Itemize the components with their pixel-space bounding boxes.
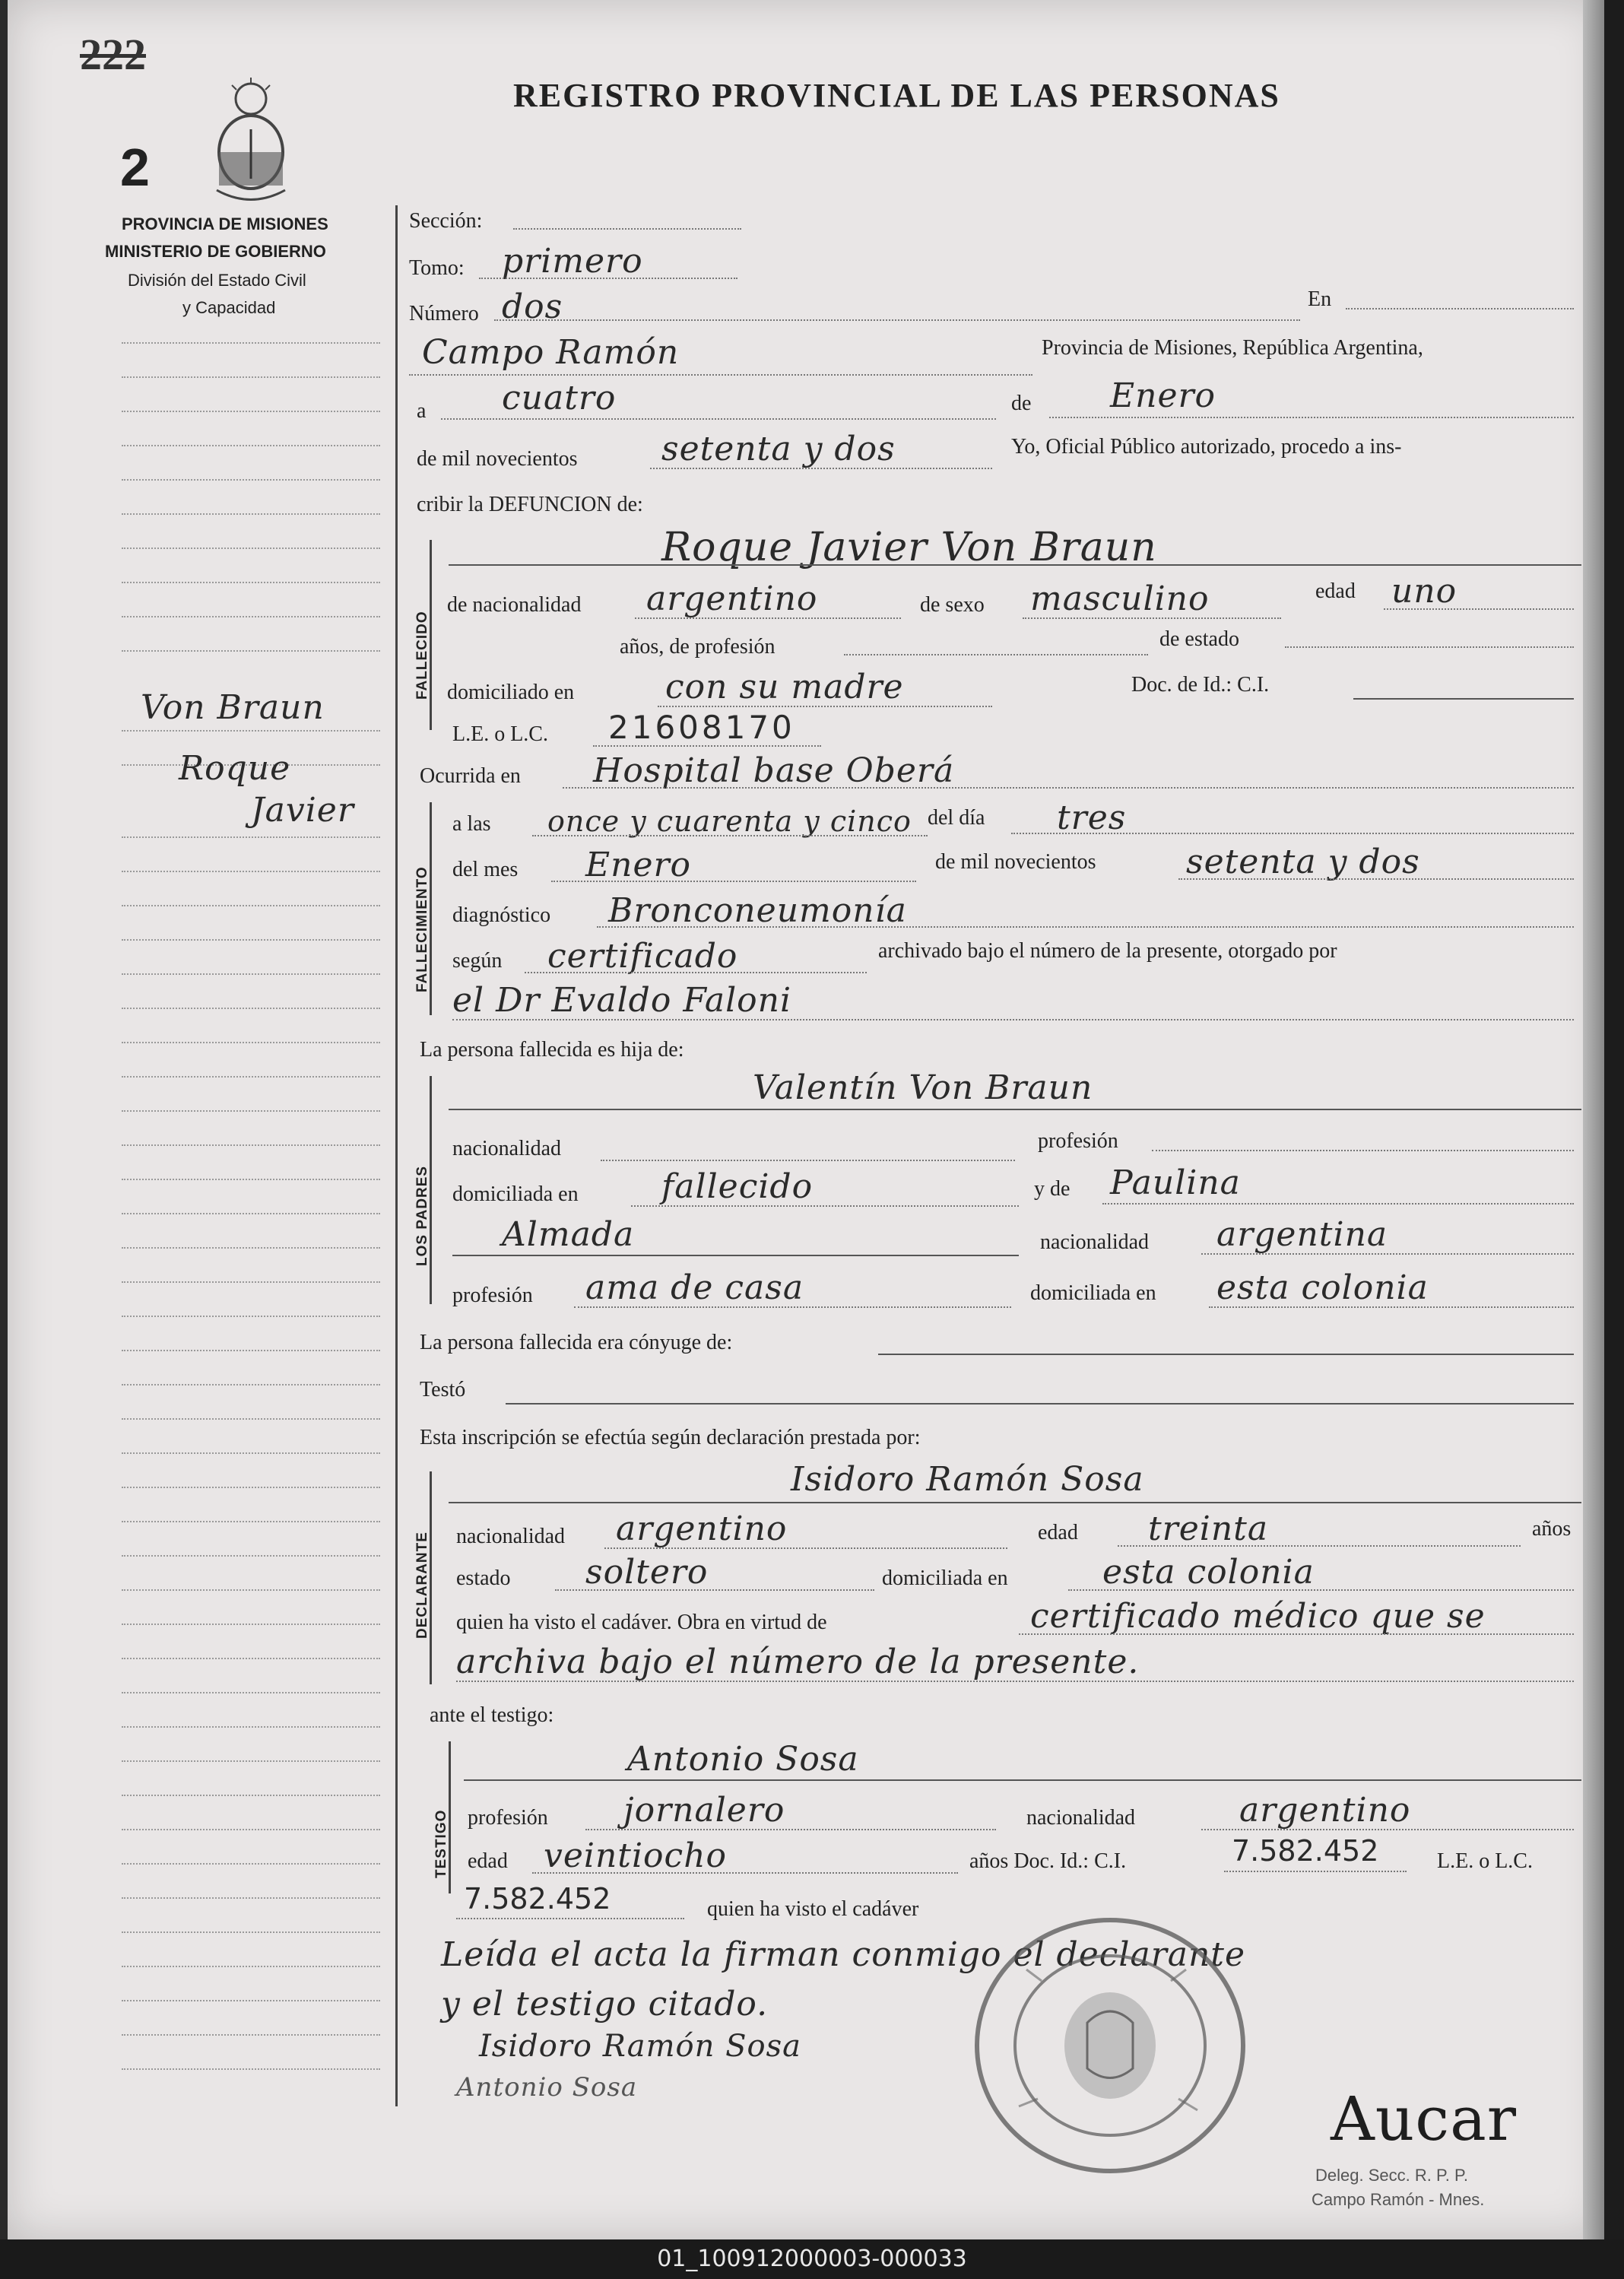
margin-line: [122, 905, 380, 906]
margin-line: [122, 939, 380, 941]
margin-line: [122, 513, 380, 515]
value-testigo: Antonio Sosa: [627, 1740, 859, 1779]
field-line: [1209, 1306, 1574, 1308]
field-line: [479, 278, 737, 279]
label-domiciliado: domiciliado en: [447, 681, 575, 704]
signature-declarant: Isidoro Ramón Sosa: [479, 2029, 801, 2064]
value-sexo: masculino: [1030, 579, 1210, 618]
field-line: [601, 1160, 1015, 1161]
margin-line: [122, 1042, 380, 1043]
label-yo: Yo, Oficial Público autorizado, procedo a ins-: [1011, 435, 1402, 459]
value-obra: certificado médico que se: [1030, 1597, 1486, 1636]
label-edad: edad: [1315, 579, 1356, 603]
margin-line: [122, 1008, 380, 1009]
margin-line: [122, 1521, 380, 1522]
org-ministry: MINISTERIO DE GOBIERNO: [105, 242, 326, 261]
label-del-dia: del día: [928, 806, 985, 830]
field-line: [1201, 1829, 1574, 1830]
label-y-de: y de: [1034, 1177, 1071, 1201]
label-padre-profesion: profesión: [1038, 1129, 1118, 1153]
field-line: [635, 617, 901, 619]
signature-witness: Antonio Sosa: [456, 2072, 638, 2103]
margin-line: [122, 2034, 380, 2036]
value-mes: Enero: [1110, 376, 1216, 415]
value-declarante-estado: soltero: [585, 1553, 709, 1592]
value-dia: cuatro: [502, 379, 617, 417]
margin-divider: [395, 205, 398, 2106]
field-line: [1118, 1545, 1521, 1547]
value-dia-fall: tres: [1057, 798, 1127, 837]
margin-line: [122, 411, 380, 412]
page-title: REGISTRO PROVINCIAL DE LAS PERSONAS: [513, 77, 1280, 114]
stamp-line-1: Deleg. Secc. R. P. P.: [1315, 2166, 1468, 2185]
value-anio-fall: setenta y dos: [1186, 843, 1420, 881]
field-line: [1049, 417, 1574, 418]
label-numero: Número: [409, 302, 479, 325]
label-declarante-estado: estado: [456, 1566, 511, 1590]
margin-line: [122, 1316, 380, 1317]
book-spine: [0, 0, 8, 2239]
value-madre-domicilio: esta colonia: [1216, 1268, 1429, 1307]
margin-line: [122, 1247, 380, 1249]
label-testigo-quien: quien ha visto el cadáver: [707, 1897, 919, 1921]
margin-line: [122, 1589, 380, 1591]
field-line: [1019, 1633, 1574, 1635]
page-number: 2: [120, 138, 150, 197]
stamp-line-2: Campo Ramón - Mnes.: [1312, 2190, 1485, 2209]
margin-line: [122, 1110, 380, 1112]
field-line: [844, 654, 1148, 655]
margin-line: [122, 1213, 380, 1214]
value-numero: dos: [502, 287, 563, 326]
margin-line: [122, 1829, 380, 1830]
label-de-mil-2: de mil novecientos: [935, 850, 1096, 874]
field-line: [555, 1589, 874, 1591]
field-line: [593, 745, 821, 747]
label-declarante-nacionalidad: nacionalidad: [456, 1525, 566, 1548]
label-padre-nacionalidad: nacionalidad: [452, 1137, 562, 1160]
value-domicilio: con su madre: [665, 668, 904, 706]
field-line: [1102, 1203, 1574, 1205]
field-line: [1178, 878, 1574, 880]
margin-line: [122, 616, 380, 617]
margin-line: [122, 836, 380, 838]
label-hija-de: La persona fallecida es hija de:: [420, 1038, 684, 1062]
field-line: [525, 972, 867, 973]
section-label-testigo: TESTIGO: [433, 1809, 449, 1878]
label-seccion: Sección:: [409, 209, 483, 233]
field-line: [452, 1255, 1019, 1256]
field-line: [1353, 698, 1574, 700]
field-line: [1011, 833, 1574, 834]
org-division-2: y Capacidad: [182, 298, 276, 317]
label-madre-domiciliada: domiciliada en: [1030, 1281, 1156, 1305]
field-line: [449, 1502, 1581, 1503]
value-obra-2: archiva bajo el número de la presente.: [456, 1643, 1140, 1681]
margin-line: [122, 1384, 380, 1385]
margin-line: [122, 1624, 380, 1625]
field-line: [532, 1872, 958, 1874]
value-madre-profesion: ama de casa: [585, 1268, 804, 1307]
value-madre-nombre: Paulina: [1110, 1163, 1241, 1202]
value-padre-domicilio: fallecido: [661, 1167, 814, 1206]
margin-note-name: Roque: [179, 749, 291, 788]
value-declarante: Isidoro Ramón Sosa: [791, 1460, 1144, 1499]
margin-line: [122, 1760, 380, 1762]
value-edad: uno: [1391, 572, 1457, 611]
label-de-estado: de estado: [1159, 627, 1239, 651]
margin-line: [122, 730, 380, 732]
label-declarante-anos: años: [1532, 1517, 1572, 1541]
margin-line: [122, 2000, 380, 2001]
margin-line: [122, 973, 380, 975]
label-testigo-profesion: profesión: [468, 1806, 548, 1830]
value-padre: Valentín Von Braun: [753, 1068, 1093, 1107]
margin-line: [122, 1726, 380, 1728]
org-division: División del Estado Civil: [128, 271, 306, 290]
crossed-page-number: 222: [80, 30, 146, 79]
margin-line: [122, 1692, 380, 1693]
value-ocurrida: Hospital base Oberá: [593, 751, 955, 790]
field-line: [1152, 1150, 1574, 1151]
margin-line: [122, 582, 380, 583]
margin-line: [122, 376, 380, 378]
field-line: [650, 468, 992, 469]
margin-line: [122, 1795, 380, 1796]
label-de: de: [1011, 392, 1032, 415]
label-quien-visto: quien ha visto el cadáver. Obra en virtud de: [456, 1611, 827, 1634]
label-a: a: [417, 399, 427, 423]
label-ante-testigo: ante el testigo:: [430, 1703, 554, 1727]
value-diagnostico: Bronconeumonía: [608, 891, 907, 930]
margin-line: [122, 342, 380, 344]
margin-line: [122, 445, 380, 446]
field-line: [631, 1205, 1019, 1207]
field-line: [604, 1547, 1007, 1549]
value-madre-apellido: Almada: [502, 1215, 635, 1254]
label-archivado: archivado bajo el número de la presente, otorgado por: [878, 939, 1337, 963]
margin-line: [122, 548, 380, 549]
margin-line: [122, 1487, 380, 1488]
field-line: [449, 1109, 1581, 1110]
value-testigo-le: 7.582.452: [464, 1882, 611, 1916]
field-line: [456, 1681, 1574, 1682]
document-page: [8, 0, 1604, 2239]
page-binding-edge: [1583, 0, 1604, 2239]
margin-line: [122, 1452, 380, 1454]
label-a-las: a las: [452, 812, 491, 836]
value-testigo-ci: 7.582.452: [1232, 1834, 1379, 1868]
label-testigo-nacionalidad: nacionalidad: [1026, 1806, 1136, 1830]
margin-line: [122, 1555, 380, 1557]
value-segun: certificado: [547, 937, 738, 976]
value-mes-fall: Enero: [585, 846, 692, 884]
label-segun: según: [452, 949, 503, 973]
section-label-fallecimiento: FALLECIMIENTO: [414, 866, 430, 992]
field-line: [585, 1829, 996, 1830]
label-madre-profesion: profesión: [452, 1284, 533, 1307]
image-id-footer: 01_100912000003-000033: [0, 2239, 1624, 2279]
org-province: PROVINCIA DE MISIONES: [122, 214, 328, 233]
field-line: [513, 228, 741, 230]
value-declarante-edad: treinta: [1148, 1509, 1269, 1548]
field-line: [878, 1354, 1574, 1355]
field-line: [452, 1019, 1574, 1020]
field-line: [1384, 608, 1574, 610]
field-line: [658, 706, 992, 707]
label-declarante-domiciliada: domiciliada en: [882, 1566, 1008, 1590]
margin-line: [122, 650, 380, 652]
value-lugar: Campo Ramón: [422, 333, 680, 372]
label-conyuge: La persona fallecida era cónyuge de:: [420, 1331, 733, 1354]
value-medico: el Dr Evaldo Faloni: [452, 981, 792, 1020]
margin-line: [122, 1144, 380, 1146]
label-madre-nacionalidad: nacionalidad: [1040, 1230, 1150, 1254]
signature-official: Aucar: [1331, 2084, 1518, 2154]
margin-line: [122, 1281, 380, 1283]
value-madre-nacionalidad: argentina: [1216, 1215, 1388, 1254]
margin-line: [122, 1897, 380, 1899]
label-inscripcion: Esta inscripción se efectúa según declaración prestada por:: [420, 1426, 921, 1449]
margin-note-name-2: Javier: [251, 791, 354, 830]
field-line: [409, 374, 1032, 376]
margin-line: [122, 479, 380, 481]
label-declarante-edad: edad: [1038, 1521, 1078, 1544]
margin-line: [122, 871, 380, 872]
label-tomo: Tomo:: [409, 256, 465, 280]
label-testigo-le-lc: L.E. o L.C.: [1437, 1849, 1533, 1873]
value-declarante-nacionalidad: argentino: [616, 1509, 788, 1548]
field-line: [1023, 617, 1281, 619]
label-de-mil: de mil novecientos: [417, 447, 578, 471]
field-line: [449, 564, 1581, 566]
field-line: [1346, 308, 1574, 309]
field-line: [563, 787, 1574, 789]
margin-line: [122, 1966, 380, 1967]
margin-line: [122, 1179, 380, 1180]
field-line: [456, 1918, 684, 1919]
label-le-lc: L.E. o L.C.: [452, 722, 548, 746]
value-hora: once y cuarenta y cinco: [547, 805, 912, 838]
value-declarante-domicilio: esta colonia: [1102, 1553, 1315, 1592]
field-line: [441, 418, 996, 420]
field-line: [506, 1403, 1574, 1405]
closing-line-2: y el testigo citado.: [441, 1985, 769, 2023]
value-testigo-profesion: jornalero: [623, 1791, 785, 1830]
field-line: [494, 319, 1300, 321]
margin-line: [122, 1931, 380, 1933]
value-nacionalidad: argentino: [646, 579, 818, 618]
margin-line: [122, 1658, 380, 1659]
label-provincia: Provincia de Misiones, República Argentina,: [1042, 336, 1423, 360]
section-label-padres: LOS PADRES: [414, 1165, 430, 1266]
value-tomo: primero: [502, 242, 643, 281]
field-line: [1285, 646, 1574, 648]
field-line: [597, 926, 1574, 928]
label-anos-profesion: años, de profesión: [620, 635, 776, 659]
section-label-declarante: DECLARANTE: [414, 1532, 430, 1639]
coat-of-arms-icon: [201, 76, 300, 205]
label-doc-id: Doc. de Id.: C.I.: [1131, 673, 1270, 697]
label-en: En: [1308, 287, 1332, 311]
label-nacionalidad: de nacionalidad: [447, 593, 582, 617]
margin-line: [122, 1863, 380, 1865]
value-anio: setenta y dos: [661, 430, 896, 468]
label-padre-domiciliada: domiciliada en: [452, 1182, 579, 1206]
field-line: [1201, 1253, 1574, 1255]
label-del-mes: del mes: [452, 858, 519, 881]
section-label-fallecido: FALLECIDO: [414, 611, 430, 700]
margin-line: [122, 2068, 380, 2070]
field-line: [574, 1306, 1011, 1308]
label-sexo: de sexo: [920, 593, 985, 617]
official-stamp-icon: [958, 1909, 1262, 2182]
field-line: [464, 1779, 1581, 1781]
value-testigo-edad: veintiocho: [544, 1836, 728, 1875]
field-line: [532, 835, 928, 836]
field-line: [1224, 1871, 1407, 1872]
value-testigo-nacionalidad: argentino: [1239, 1791, 1411, 1830]
label-ocurrida: Ocurrida en: [420, 764, 521, 788]
margin-note-surname: Von Braun: [141, 688, 325, 727]
margin-line: [122, 1350, 380, 1351]
field-line: [551, 881, 916, 882]
value-le-lc: 21608170: [608, 709, 795, 746]
value-nombre: Roque Javier Von Braun: [661, 525, 1157, 570]
label-testo: Testó: [420, 1378, 466, 1401]
margin-line: [122, 1076, 380, 1078]
label-diagnostico: diagnóstico: [452, 903, 551, 927]
field-line: [1068, 1589, 1574, 1591]
closing-line-1: Leída el acta la firman conmigo el declarante: [441, 1935, 1246, 1974]
label-inscribir: cribir la DEFUNCION de:: [417, 493, 643, 516]
margin-line: [122, 1418, 380, 1420]
label-testigo-edad: edad: [468, 1849, 508, 1873]
label-testigo-doc: años Doc. Id.: C.I.: [969, 1849, 1127, 1873]
